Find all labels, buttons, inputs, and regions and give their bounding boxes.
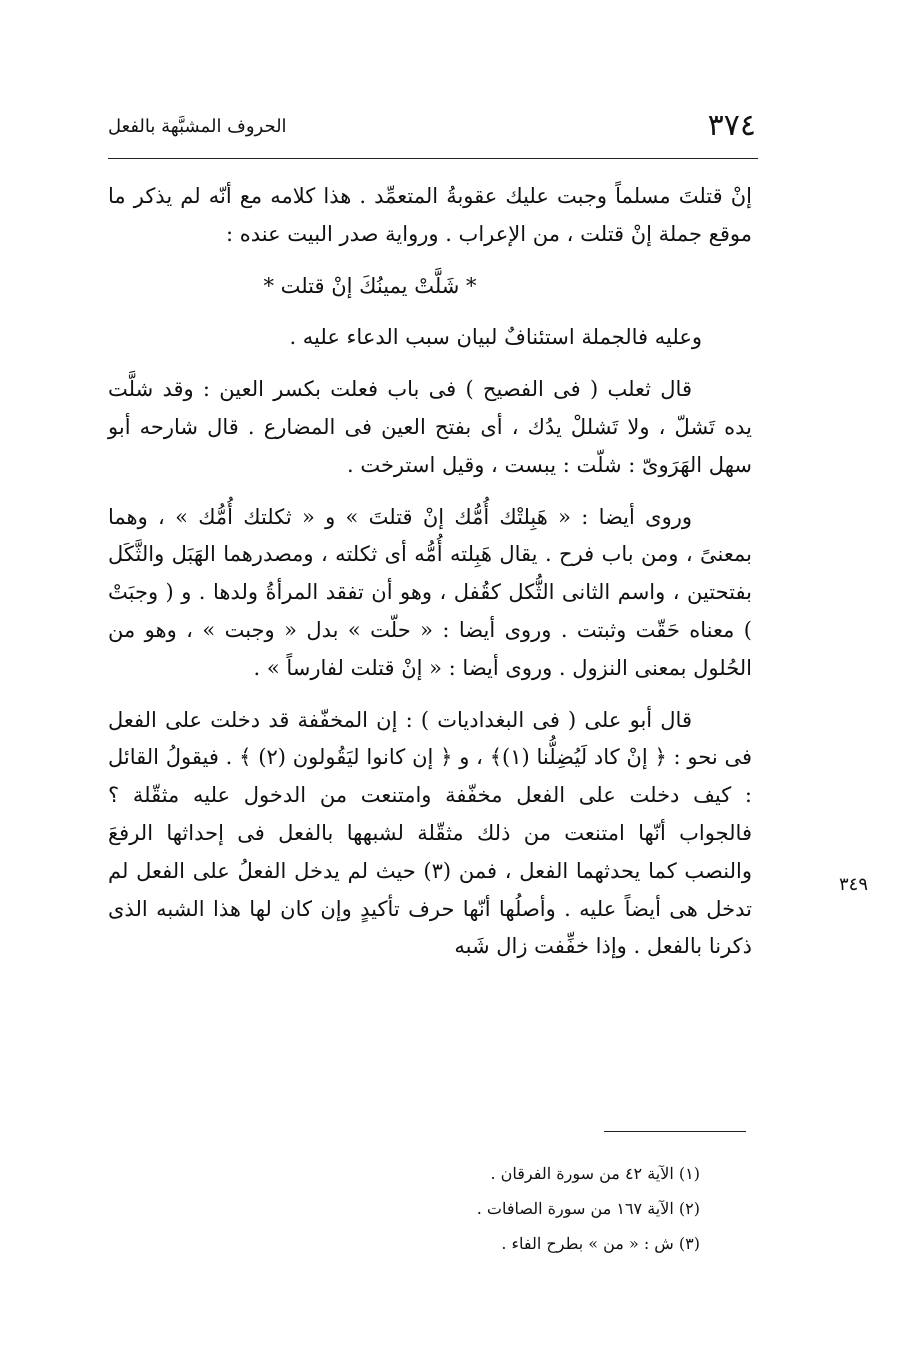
- verse-line: * شَلَّتْ يمينُكَ إنْ قتلت *: [263, 273, 477, 298]
- footnote-2: (٢) الآية ١٦٧ من سورة الصافات .: [476, 1199, 700, 1218]
- header-rule: [108, 158, 758, 159]
- page-number: ٣٧٤: [707, 108, 756, 143]
- margin-page-reference: ٣٤٩: [838, 874, 868, 895]
- footnote-3: (٣) ش : « من » بطرح الفاء .: [501, 1234, 700, 1253]
- footnotes: [330, 1156, 700, 1261]
- footnote-rule: [604, 1131, 746, 1132]
- paragraph-5: قال أبو على ( فى البغداديات ) : إن المخفّفة قد دخلت على الفعل فى نحو : ﴿ إنْ كاد لَيُضِلُّنا (١)﴾ ، و ﴿ إن كانوا ليَقُولون (٢) ﴾ . فيقولُ القائل : كيف دخلت على الفعل مخفّفة وامتنعت من الدخول عليه مثقّلة ؟ فالجواب أنّها امتنعت من ذلك مثقّلة لشبهها بالفعل فى إحداثها الرفعَ والنصب كما يحدثهما الفعل ، فمن (٣) حيث لم يدخل الفعلُ على الفعل لم تدخل هى أيضاً عليه . وأصلُها أنّها حرف تأكيدٍ وإن كان لها هذا الشبه الذى ذكرنا بالفعل . وإذا خفِّفت زال شَبه: [108, 707, 752, 959]
- paragraph-3: قال ثعلب ( فى الفصيح ) فى باب فعلت بكسر العين : وقد شلَّت يده تَشلّ ، ولا تَشللْ يدُك ، أى بفتح العين فى المضارع . قال شارحه أبو سهل الهَرَوىّ : شلّت : يبست ، وقيل استرخت .: [108, 377, 752, 477]
- footnote-1: (١) الآية ٤٢ من سورة الفرقان .: [490, 1164, 700, 1183]
- body-text: [108, 178, 752, 966]
- paragraph-4: وروى أيضا : « هَبِلتْك أُمُّك إنْ قتلتَ » و « ثكلتك أُمُّك » ، وهما بمعنىً ، ومن باب فرح . يقال هَبِلته أُمُّه أى ثكلته ، ومصدرهما الهَبَل والثَّكَل بفتحتين ، واسم الثانى الثُّكل كقُفل ، وهو أن تفقد المرأةُ ولدها . و ( وجبَتْ ) معناه حَقّت وثبتت . وروى أيضا : « حلّت » بدل « وجبت » ، وهو من الحُلول بمعنى النزول . وروى أيضا : « إنْ قتلت لفارساً » .: [108, 504, 752, 680]
- running-title: الحروف المشبَّهة بالفعل: [108, 116, 287, 137]
- paragraph-1: إنْ قتلتَ مسلماً وجبت عليك عقوبةُ المتعمِّد . هذا كلامه مع أنّه لم يذكر ما موقع جملة إنْ قتلت ، من الإعراب . ورواية صدر البيت عنده :: [108, 184, 752, 246]
- paragraph-2: وعليه فالجملة استئنافٌ لبيان سبب الدعاء عليه .: [289, 325, 702, 350]
- page-header: [108, 104, 756, 152]
